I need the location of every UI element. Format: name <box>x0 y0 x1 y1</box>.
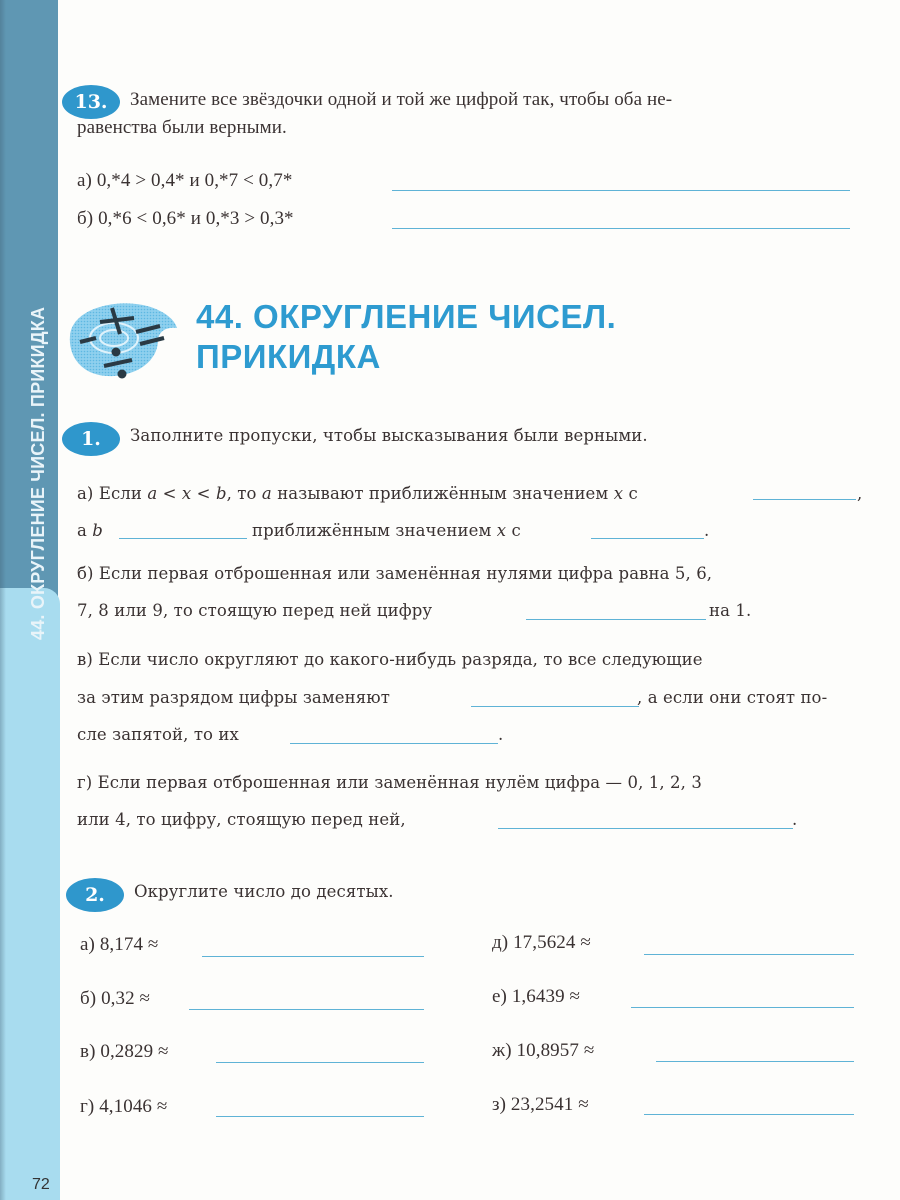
item-expression: 17,5624 ≈ <box>513 932 591 953</box>
task-2-answer-v-field[interactable] <box>216 1061 424 1063</box>
task-1-instruction: Заполните пропуски, чтобы высказывания были верными. <box>130 426 648 445</box>
page-edge-shadow <box>0 0 6 1200</box>
task-1-v-line1: в) Если число округляют до какого-нибудь разряда, то все следующие <box>77 650 703 669</box>
period: . <box>498 725 504 744</box>
task-2-item-v <box>80 1041 169 1063</box>
period: . <box>792 810 798 829</box>
task-1-g-blank[interactable] <box>498 827 793 829</box>
text: < <box>157 484 182 503</box>
item-label: е) <box>492 986 507 1007</box>
task-13-answer-a-field[interactable] <box>392 189 850 191</box>
task-2-badge: 2. <box>66 878 124 912</box>
task-1-v-line3-start: сле запятой, то их <box>77 725 239 744</box>
task-13-text-line1: Замените все звёздочки одной и той же цифрой так, чтобы оба не- <box>130 89 673 110</box>
task-1-a-blank-3[interactable] <box>591 537 704 539</box>
task-1-v-blank-1[interactable] <box>471 705 639 707</box>
task-2-item-zh <box>492 1040 594 1062</box>
task-13-answer-b-field[interactable] <box>392 227 850 229</box>
task-1-b-line1: б) Если первая отброшенная или заменённая нулями цифра равна 5, 6, <box>77 564 713 583</box>
item-label: г) <box>80 1096 95 1117</box>
text: с <box>506 521 521 540</box>
item-label: з) <box>492 1094 507 1115</box>
task-1-a-line2-start <box>77 521 103 540</box>
task-2-item-a <box>80 934 158 956</box>
task-2-item-b <box>80 988 150 1010</box>
item-label: а) <box>77 170 92 191</box>
var-a: a <box>261 484 272 503</box>
task-1-a-line1 <box>77 484 638 503</box>
var-b: b <box>92 521 103 540</box>
text: < <box>191 484 216 503</box>
item-label: в) <box>80 1041 96 1062</box>
var-a: a <box>147 484 158 503</box>
text: с <box>623 484 638 503</box>
task-1-b-line2-end: на 1. <box>709 601 752 620</box>
item-label: а) <box>80 934 95 955</box>
item-label: б) <box>80 988 97 1009</box>
item-expression: 8,174 ≈ <box>99 934 159 955</box>
task-2-answer-z-field[interactable] <box>644 1113 854 1115</box>
task-2-answer-e-field[interactable] <box>631 1006 854 1008</box>
text: называют приближённым значением <box>271 484 614 503</box>
task-13-badge: 13. <box>62 85 120 119</box>
task-13-text-line2: равенства были верными. <box>77 117 287 138</box>
task-2-answer-zh-field[interactable] <box>656 1060 854 1062</box>
section-title-line2: ПРИКИДКА <box>196 338 381 375</box>
item-label: ж) <box>492 1040 512 1061</box>
task-2-answer-g-field[interactable] <box>216 1115 424 1117</box>
item-expression: 0,32 ≈ <box>101 988 151 1009</box>
task-2-item-z <box>492 1094 589 1116</box>
task-2-instruction: Округлите число до десятых. <box>134 882 394 901</box>
task-2-answer-d-field[interactable] <box>644 953 854 955</box>
item-label: д) <box>492 932 509 953</box>
item-expression: 4,1046 ≈ <box>99 1096 168 1117</box>
sidebar-lower-band <box>0 588 60 1200</box>
task-1-v-line2-start: за этим разрядом цифры заменяют <box>77 688 390 707</box>
task-1-b-blank[interactable] <box>526 618 706 620</box>
task-1-v-blank-2[interactable] <box>290 742 498 744</box>
item-label: б) <box>77 208 94 229</box>
task-1-a-blank-1[interactable] <box>753 498 856 500</box>
task-2-item-g <box>80 1096 167 1118</box>
item-expression: 0,*6 < 0,6* и 0,*3 > 0,3* <box>98 208 294 229</box>
math-operations-icon <box>62 296 182 382</box>
task-1-g-line1: г) Если первая отброшенная или заменённая нулём цифра — 0, 1, 2, 3 <box>77 773 702 792</box>
text: , то <box>226 484 262 503</box>
task-1-g-line2-start: или 4, то цифру, стоящую перед ней, <box>77 810 406 829</box>
text: а <box>77 521 93 540</box>
section-title-line1: 44. ОКРУГЛЕНИЕ ЧИСЕЛ. <box>196 298 617 335</box>
task-2-item-e <box>492 986 580 1008</box>
task-1-a-blank-2[interactable] <box>119 537 247 539</box>
task-13-item-a <box>77 170 292 192</box>
task-2-item-d <box>492 932 591 954</box>
var-x: x <box>613 484 624 503</box>
var-x: x <box>181 484 192 503</box>
task-1-badge: 1. <box>62 422 120 456</box>
task-1-a-line2-mid <box>252 521 521 540</box>
task-2-answer-a-field[interactable] <box>202 955 424 957</box>
text: приближённым значением <box>252 521 497 540</box>
item-expression: 10,8957 ≈ <box>516 1040 595 1061</box>
sidebar-section-label: 44. ОКРУГЛЕНИЕ ЧИСЕЛ. ПРИКИДКА <box>28 306 48 640</box>
var-x: x <box>496 521 507 540</box>
period: . <box>704 521 710 540</box>
task-1-v-line2-end: , а если они стоят по- <box>637 688 828 707</box>
task-13-item-b <box>77 208 294 230</box>
item-expression: 23,2541 ≈ <box>510 1094 589 1115</box>
item-expression: 0,2829 ≈ <box>100 1041 169 1062</box>
comma: , <box>857 484 863 503</box>
text: а) Если <box>77 484 148 503</box>
page-number: 72 <box>32 1176 50 1193</box>
task-1-b-line2-start: 7, 8 или 9, то стоящую перед ней цифру <box>77 601 433 620</box>
item-expression: 1,6439 ≈ <box>511 986 581 1007</box>
var-b: b <box>215 484 227 503</box>
task-2-answer-b-field[interactable] <box>189 1008 424 1010</box>
item-expression: 0,*4 > 0,4* и 0,*7 < 0,7* <box>96 170 293 191</box>
